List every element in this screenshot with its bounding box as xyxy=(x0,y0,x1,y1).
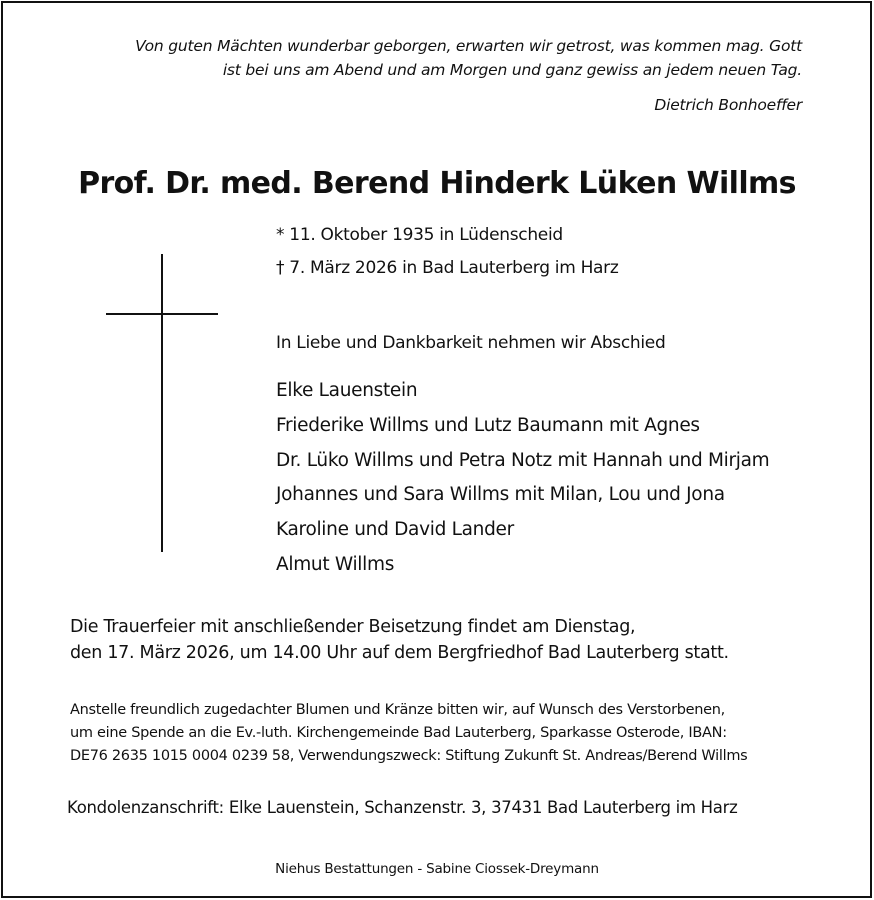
bonhoeffer-quote xyxy=(135,34,802,82)
condolence-address: Kondolenzanschrift: Elke Lauenstein, Schanzenstr. 3, 37431 Bad Lauterberg im Harz xyxy=(67,798,738,817)
donation-line: Anstelle freundlich zugedachter Blumen und Kränze bitten wir, auf Wunsch des Verstorbenen, xyxy=(70,702,725,718)
mourner-item: Elke Lauenstein xyxy=(276,380,418,401)
cross-icon-horizontal xyxy=(106,313,218,315)
mourner-item: Dr. Lüko Willms und Petra Notz mit Hannah und Mirjam xyxy=(276,449,770,471)
ceremony-line: den 17. März 2026, um 14.00 Uhr auf dem Bergfriedhof Bad Lauterberg statt. xyxy=(70,643,729,663)
mourner-item: Karoline und David Lander xyxy=(276,519,514,541)
donation-line: um eine Spende an die Ev.-luth. Kirchengemeinde Bad Lauterberg, Sparkasse Osterode, IBAN: xyxy=(70,725,727,741)
mourner-item: Johannes und Sara Willms mit Milan, Lou und Jona xyxy=(276,484,725,506)
quote-line: ist bei uns am Abend und am Morgen und ganz gewiss an jedem neuen Tag. xyxy=(222,61,802,79)
quote-line: Von guten Mächten wunderbar geborgen, erwarten wir getrost, was kommen mag. Gott xyxy=(135,37,802,55)
mourners-list xyxy=(276,374,769,583)
cross-icon-vertical xyxy=(161,254,163,552)
mourner-item: Almut Willms xyxy=(276,553,395,575)
deceased-name: Prof. Dr. med. Berend Hinderk Lüken Willms xyxy=(78,166,796,201)
death-date: † 7. März 2026 in Bad Lauterberg im Harz xyxy=(276,258,619,278)
funeral-home: Niehus Bestattungen - Sabine Ciossek-Dreymann xyxy=(275,861,599,877)
ceremony-line: Die Trauerfeier mit anschließender Beisetzung findet am Dienstag, xyxy=(70,617,636,637)
quote-author: Dietrich Bonhoeffer xyxy=(654,96,802,114)
donation-request xyxy=(70,699,747,768)
farewell-text: In Liebe und Dankbarkeit nehmen wir Abschied xyxy=(276,333,666,353)
ceremony-info xyxy=(70,614,729,666)
donation-line: DE76 2635 1015 0004 0239 58, Verwendungszweck: Stiftung Zukunft St. Andreas/Berend Willms xyxy=(70,748,748,764)
birth-date: * 11. Oktober 1935 in Lüdenscheid xyxy=(276,225,563,245)
mourner-item: Friederike Willms und Lutz Baumann mit Agnes xyxy=(276,414,700,436)
